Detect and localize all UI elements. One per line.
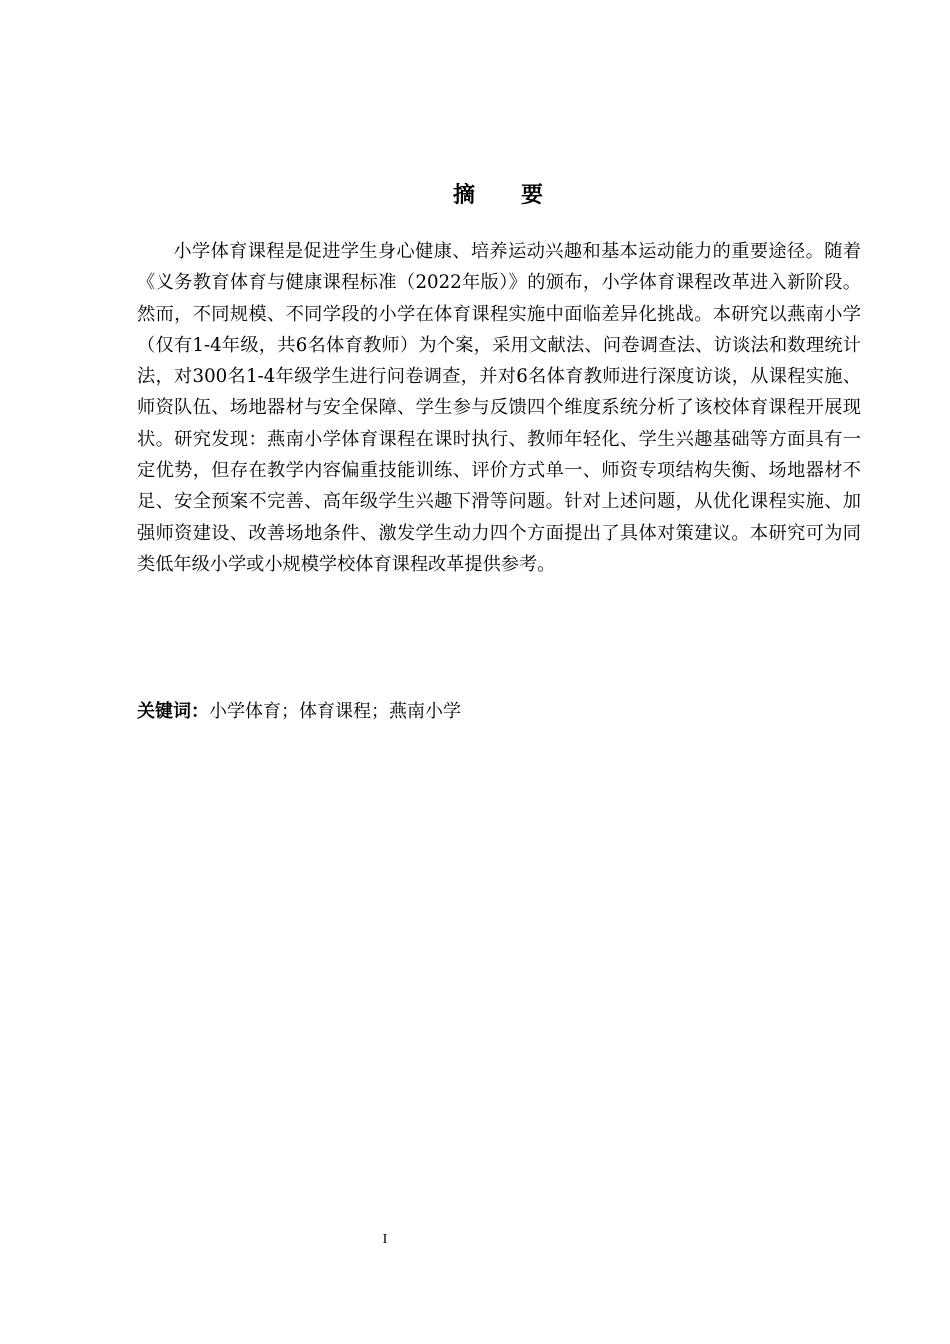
- keywords-value: 小学体育；体育课程；燕南小学: [209, 701, 461, 722]
- heading-char-1: 摘: [452, 183, 477, 208]
- heading-char-2: 要: [521, 183, 546, 208]
- page-number: I: [382, 1232, 388, 1247]
- keywords-label: 关键词：: [137, 701, 209, 722]
- abstract-body: 小学体育课程是促进学生身心健康、培养运动兴趣和基本运动能力的重要途径。随着《义务教育体育与健康课程标准（2022年版）》的颁布，小学体育课程改革进入新阶段。然而，不同规模、不同学段的小学在体育课程实施中面临差异化挑战。本研究以燕南小学（仅有1-4年级，共6名体育教师）为个案，采用文献法、问卷调查法、访谈法和数理统计法，对300名1-4年级学生进行问卷调查，并对6名体育教师进行深度访谈，从课程实施、师资队伍、场地器材与安全保障、学生参与反馈四个维度系统分析了该校体育课程开展现状。研究发现：燕南小学体育课程在课时执行、教师年轻化、学生兴趣基础等方面具有一定优势，但存在教学内容偏重技能训练、评价方式单一、师资专项结构失衡、场地器材不足、安全预案不完善、高年级学生兴趣下滑等问题。针对上述问题，从优化课程实施、加强师资建设、改善场地条件、激发学生动力四个方面提出了具体对策建议。本研究可为同类低年级小学或小规模学校体育课程改革提供参考。: [137, 241, 861, 575]
- abstract-heading: [0, 178, 950, 209]
- keywords-line: [137, 697, 861, 727]
